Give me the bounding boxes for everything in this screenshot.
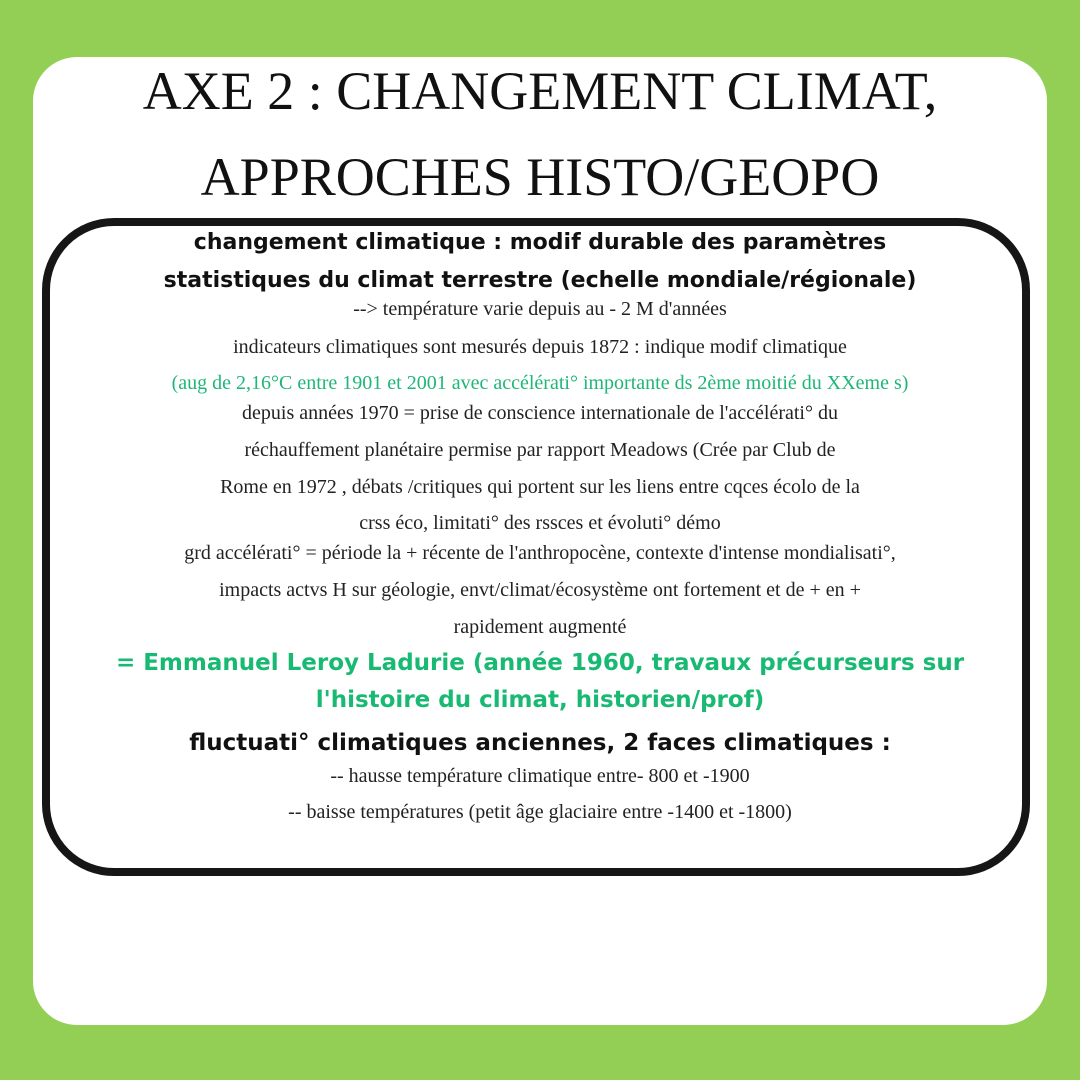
acceleration-line-2: impacts actvs H sur géologie, envt/climat/écosystème ont fortement et de + en + [219, 579, 861, 601]
page-title-line-1: AXE 2 : CHANGEMENT CLIMAT, [142, 61, 938, 121]
ladurie-line-2: l'histoire du climat, historien/prof) [315, 687, 765, 713]
awareness-line-3: Rome en 1972 , débats /critiques qui portent sur les liens entre cqces écolo de la [220, 476, 860, 498]
fluctuations-heading: fluctuati° climatiques anciennes, 2 faces climatiques : [189, 730, 891, 756]
acceleration-line-3: rapidement augmenté [453, 616, 627, 638]
awareness-line-4: crss éco, limitati° des rssces et évoluti° démo [359, 512, 721, 534]
fluctuation-item-2: -- baisse températures (petit âge glaciaire entre -1400 et -1800) [288, 801, 792, 823]
awareness-line-1: depuis années 1970 = prise de conscience internationale de l'accélérati° du [242, 402, 838, 424]
acceleration-line-1: grd accélérati° = période la + récente de l'anthropocène, contexte d'intense mondialisati°, [184, 542, 896, 564]
page-title-line-2: APPROCHES HISTO/GEOPO [200, 147, 880, 207]
definition-line-2: statistiques du climat terrestre (echelle mondiale/régionale) [163, 268, 917, 293]
ladurie-line-1: = Emmanuel Leroy Ladurie (année 1960, travaux précurseurs sur [115, 650, 965, 676]
increase-line: (aug de 2,16°C entre 1901 et 2001 avec accélérati° importante ds 2ème moitié du XXeme s) [171, 372, 909, 394]
definition-line-1: changement climatique : modif durable des paramètres [193, 230, 887, 255]
indicators-line: indicateurs climatiques sont mesurés depuis 1872 : indique modif climatique [233, 336, 847, 358]
awareness-line-2: réchauffement planétaire permise par rapport Meadows (Crée par Club de [244, 439, 836, 461]
fluctuation-item-1: -- hausse température climatique entre- 800 et -1900 [330, 765, 750, 787]
temperature-line: --> température varie depuis au - 2 M d'années [353, 298, 727, 320]
